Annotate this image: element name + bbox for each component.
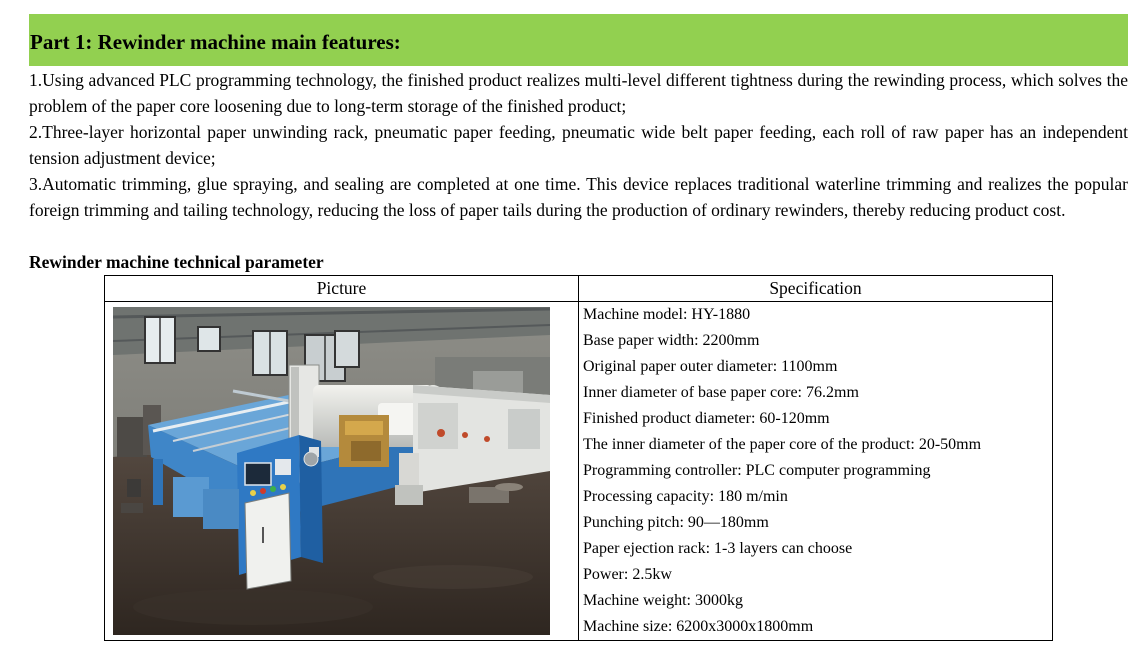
- spec-machine-weight: Machine weight: 3000kg: [583, 592, 743, 609]
- spec-programming-controller: Programming controller: PLC computer programming: [583, 462, 931, 479]
- picture-cell: [105, 302, 579, 641]
- column-header-picture: Picture: [105, 276, 579, 302]
- spec-product-core-inner-diameter: The inner diameter of the paper core of the product: 20-50mm: [583, 436, 982, 453]
- spec-paper-ejection-rack: Paper ejection rack: 1-3 layers can choose: [583, 540, 853, 557]
- spec-finished-product-diameter: Finished product diameter: 60-120mm: [583, 410, 830, 427]
- feature-item-3: 3.Automatic trimming, glue spraying, and sealing are completed at one time. This device replaces traditional waterline trimming and realizes the popular foreign trimming and tailing technology, reducing the loss of paper tails during the production of ordinary rewinders, thereby reducing product cost.: [29, 174, 1128, 220]
- spec-punching-pitch: Punching pitch: 90—180mm: [583, 514, 769, 531]
- spec-original-paper-outer-diameter: Original paper outer diameter: 1100mm: [583, 358, 838, 375]
- feature-item-1: 1.Using advanced PLC programming technology, the finished product realizes multi-level different tightness during the rewinding process, which solves the problem of the paper core loosening due to long-term storage of the finished product;: [29, 70, 1128, 116]
- spec-table: [104, 275, 1053, 641]
- specification-cell: [579, 302, 1053, 641]
- features-list: [29, 67, 1128, 223]
- spec-base-paper-core-inner-diameter: Inner diameter of base paper core: 76.2mm: [583, 384, 859, 401]
- table-title: Rewinder machine technical parameter: [29, 252, 324, 272]
- spec-table-row: [105, 302, 1053, 641]
- section-heading: Part 1: Rewinder machine main features:: [30, 30, 401, 54]
- spec-power: Power: 2.5kw: [583, 566, 672, 583]
- spec-table-header: [105, 276, 1053, 302]
- spec-machine-model: Machine model: HY-1880: [583, 306, 751, 323]
- spec-base-paper-width: Base paper width: 2200mm: [583, 332, 760, 349]
- section-banner: [29, 14, 1128, 66]
- spec-machine-size: Machine size: 6200x3000x1800mm: [583, 618, 814, 635]
- machine-photo: [113, 307, 550, 635]
- column-header-specification: Specification: [579, 276, 1053, 302]
- spec-processing-capacity: Processing capacity: 180 m/min: [583, 488, 788, 505]
- feature-item-2: 2.Three-layer horizontal paper unwinding rack, pneumatic paper feeding, pneumatic wide belt paper feeding, each roll of raw paper has an independent tension adjustment device;: [29, 122, 1128, 168]
